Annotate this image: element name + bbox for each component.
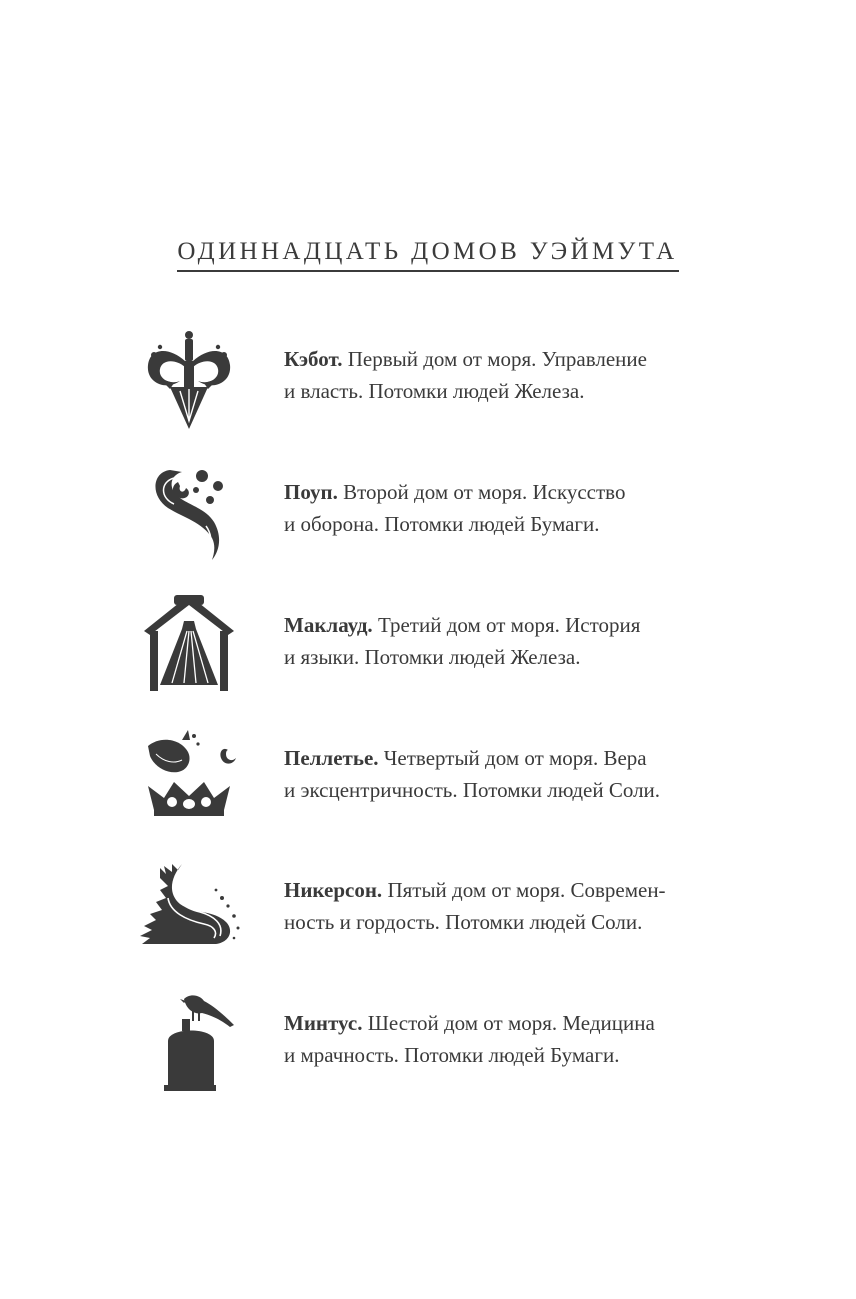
house-entry-nickerson [0,858,856,968]
house-description [284,874,724,938]
house-description [284,343,724,407]
bird-gravestone-icon [130,991,248,1095]
house-line-1 [284,1007,724,1039]
house-description [284,1007,724,1071]
page-title [0,238,856,272]
house-line-1 [284,343,724,375]
house-line-2: и эксцентричность. Потомки людей Соли. [284,778,661,802]
house-line-1-rest: Четвертый дом от моря. Вера [378,746,647,770]
house-line-1-rest: Шестой дом от моря. Медицина [362,1011,655,1035]
lighthouse-crest-icon [130,327,248,431]
house-name: Поуп. [284,480,338,504]
house-line-1 [284,742,724,774]
page-title-text: ОДИННАДЦАТЬ ДОМОВ УЭЙМУТА [177,238,678,272]
house-line-2: и власть. Потомки людей Железа. [284,379,585,403]
house-line-2: и мрачность. Потомки людей Бумаги. [284,1043,620,1067]
house-description [284,609,724,673]
house-name: Минтус. [284,1011,363,1035]
house-entry-pelletier [0,726,856,836]
house-name: Кэбот. [284,347,343,371]
serpent-wave-icon [130,858,248,962]
house-entry-cabot [0,327,856,437]
wave-quill-icon [130,460,248,564]
house-line-2: и языки. Потомки людей Железа. [284,645,581,669]
house-line-1-rest: Третий дом от моря. История [372,613,641,637]
house-entry-macleod [0,593,856,703]
whale-crown-icon [130,726,248,830]
house-name: Маклауд. [284,613,373,637]
house-shelter-icon [130,593,248,697]
house-description [284,742,724,806]
house-line-1 [284,609,724,641]
house-line-2: и оборона. Потомки людей Бумаги. [284,512,600,536]
house-name: Пеллетье. [284,746,379,770]
house-line-1-rest: Второй дом от моря. Искусство [337,480,626,504]
house-description [284,476,724,540]
house-line-1 [284,874,724,906]
house-line-1-rest: Первый дом от моря. Управление [342,347,647,371]
house-line-2: ность и гордость. Потомки людей Соли. [284,910,643,934]
house-entry-mintus [0,991,856,1101]
house-line-1 [284,476,724,508]
house-entry-pope [0,460,856,570]
house-name: Никерсон. [284,878,383,902]
house-line-1-rest: Пятый дом от моря. Современ- [382,878,666,902]
